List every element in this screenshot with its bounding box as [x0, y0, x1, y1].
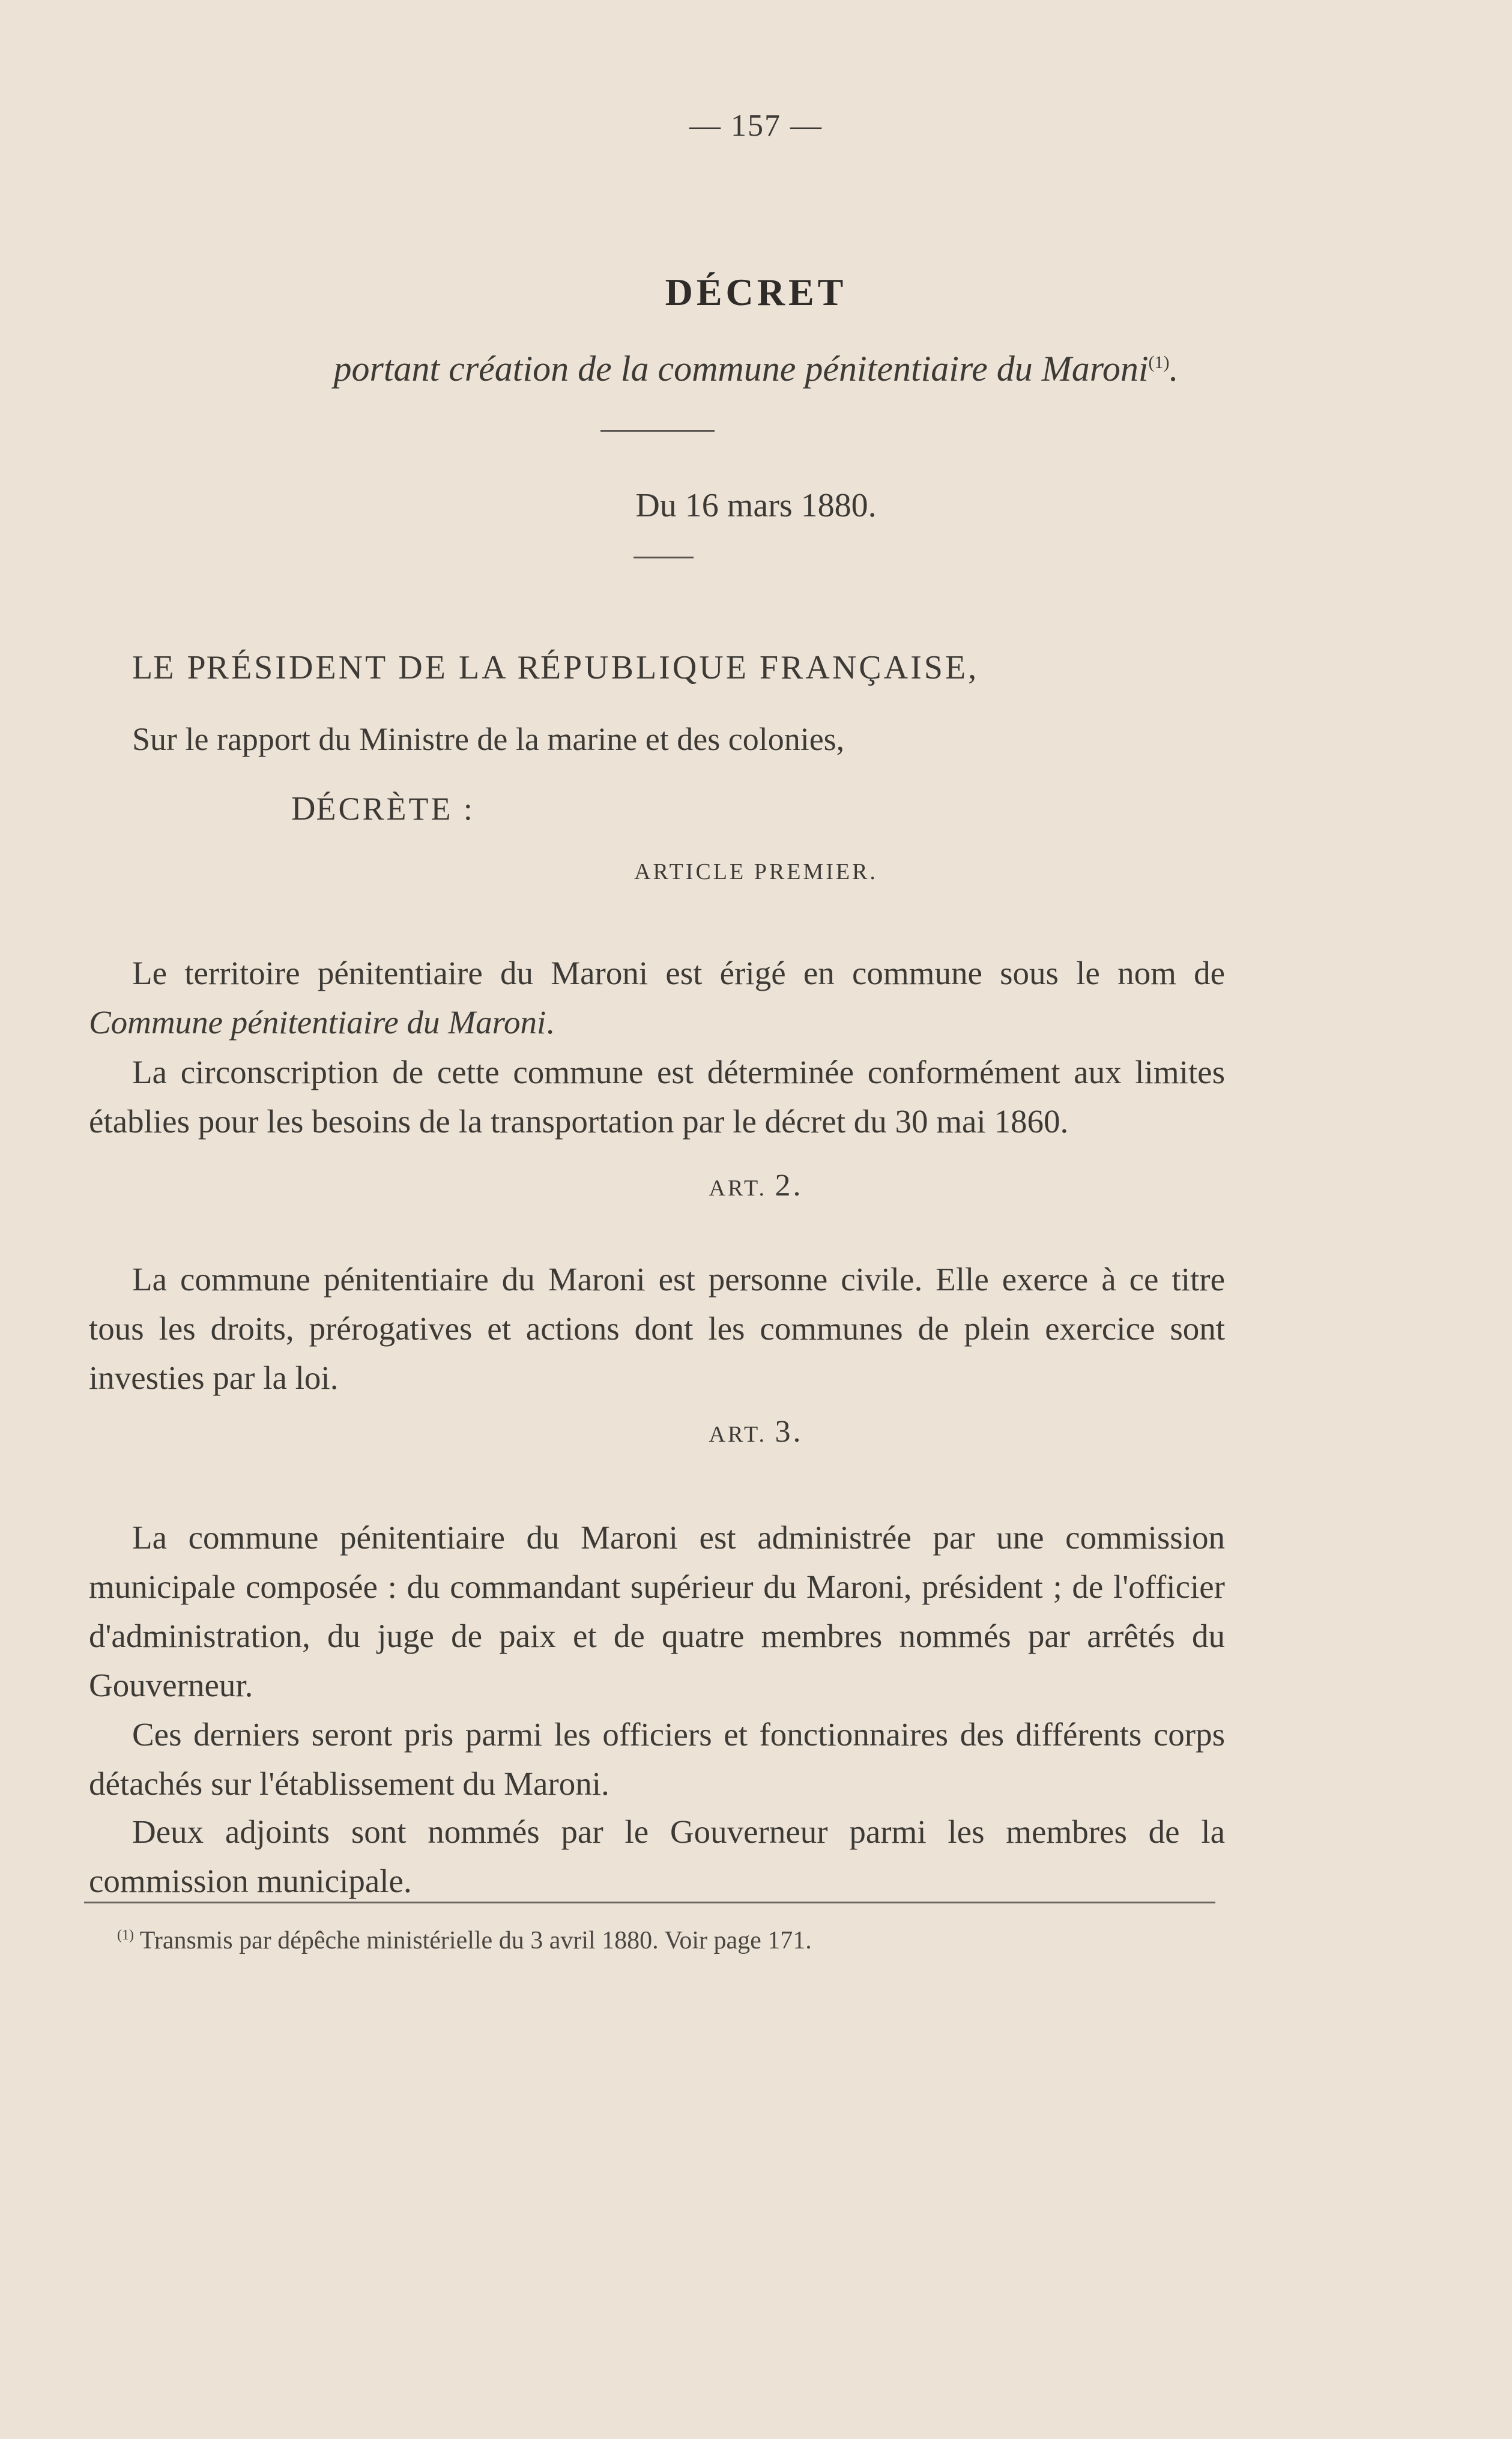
document-title: DÉCRET: [665, 271, 847, 313]
article-3-number: 3.: [775, 1415, 803, 1449]
article-2-heading: [0, 1168, 1512, 1203]
article-3-paragraph-3: Deux adjoints sont nommés par le Gouverneur parmi les membres de la commission municipale.: [89, 1813, 1225, 1899]
president-line-word: ÉPUBLIQUE: [540, 649, 749, 686]
president-line-word: FRANÇAISE,: [759, 649, 979, 686]
subtitle-text: portant création de la commune pénitentiaire du Maroni: [333, 349, 1149, 388]
decree-date: Du 16 mars 1880.: [635, 487, 877, 524]
president-line-word: DE LA: [398, 649, 507, 686]
article-1-heading: ARTICLE PREMIER.: [634, 859, 878, 884]
president-line-word: E: [153, 649, 177, 686]
article-1-text: Le territoire pénitentiaire du Maroni est érigé en commune sous le nom de: [132, 955, 1225, 991]
president-line-word: RÉSIDENT: [206, 649, 388, 686]
article-1-paragraph-1: [89, 949, 1225, 1047]
article-3-paragraph-1: La commune pénitentiaire du Maroni est administrée par une commission municipale composée : du commandant supérieur du Maroni, président ; de l'officier d'administration, du juge de paix et de quatre membres nommés par arrêtés du Gouverneur.: [89, 1519, 1225, 1703]
page-number: — 157 —: [689, 109, 823, 143]
footnote-divider: [84, 1902, 1215, 1903]
president-line-initial: R: [517, 649, 540, 686]
article-2-label: ART.: [709, 1176, 767, 1201]
president-line-initial: P: [187, 649, 207, 686]
divider-rule: [600, 430, 715, 432]
article-1-italic-name: Commune pénitentiaire du Maroni: [89, 1004, 546, 1041]
decrete-initial: D: [291, 790, 316, 827]
president-line-initial: L: [132, 649, 154, 686]
article-2-number: 2.: [775, 1168, 803, 1203]
article-3-label: ART.: [709, 1422, 767, 1447]
subtitle-footnote-marker: (1): [1148, 352, 1170, 372]
article-1-text-end: .: [546, 1004, 554, 1041]
decrete-line: [291, 790, 475, 828]
president-line: [132, 648, 979, 687]
divider-rule: [634, 557, 694, 558]
article-2-paragraph-1: La commune pénitentiaire du Maroni est personne civile. Elle exerce à ce titre tous les droits, prérogatives et actions dont les communes de plein exercice sont investies par la loi.: [89, 1261, 1225, 1396]
article-3-heading: [0, 1414, 1512, 1449]
footnote-text: Transmis par dépêche ministérielle du 3 avril 1880. Voir page 171.: [139, 1927, 812, 1954]
subtitle-end: .: [1169, 349, 1179, 388]
article-3-paragraph-2: Ces derniers seront pris parmi les officiers et fonctionnaires des différents corps détachés sur l'établissement du Maroni.: [89, 1716, 1225, 1802]
footnote: [117, 1926, 812, 1955]
document-subtitle: [0, 348, 1512, 390]
report-line: Sur le rapport du Ministre de la marine et des colonies,: [132, 721, 845, 757]
decrete-rest: ÉCRÈTE :: [316, 791, 475, 827]
article-1-paragraph-2: La circonscription de cette commune est déterminée conformément aux limites établies pour les besoins de la transportation par le décret du 30 mai 1860.: [89, 1054, 1225, 1140]
footnote-marker: (1): [117, 1927, 134, 1943]
